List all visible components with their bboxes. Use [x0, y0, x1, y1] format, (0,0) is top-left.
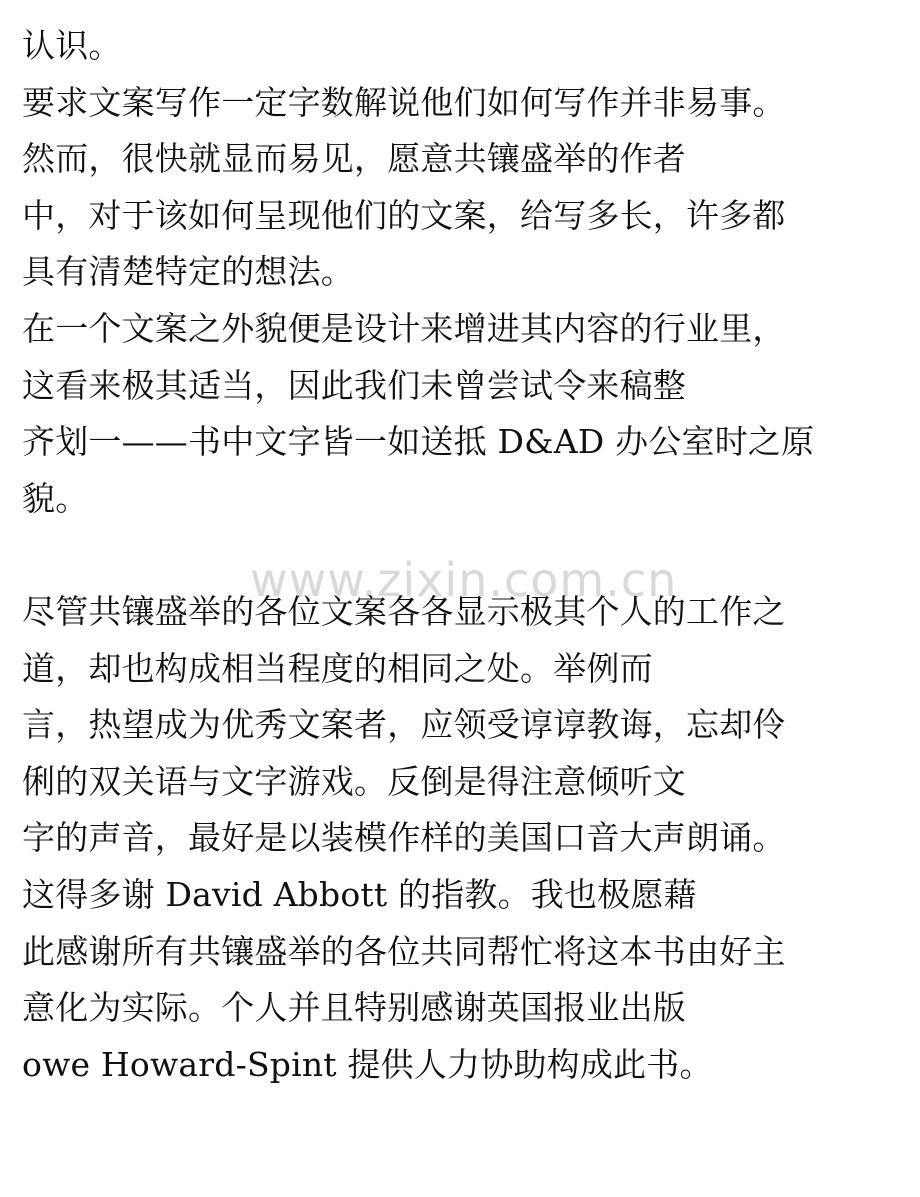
text-line: 言，热望成为优秀文案者，应领受谆谆教诲，忘却伶 [22, 705, 786, 745]
text-line: 这得多谢 David Abbott 的指教。我也极愿藉 [22, 874, 697, 914]
text-line: 尽管共镶盛举的各位文案各各显示极其个人的工作之 [22, 591, 786, 631]
text-line: owe Howard-Spint 提供人力协助构成此书。 [22, 1044, 713, 1084]
text-line: 具有清楚特定的想法。 [22, 252, 354, 292]
watermark: www.zixin.com.cn [250, 553, 678, 607]
paragraph-spacer [22, 527, 912, 584]
text-line: 俐的双关语与文字游戏。反倒是得注意倾听文 [22, 761, 686, 801]
paragraph-1 [22, 18, 912, 527]
text-line: 认识。 [22, 26, 122, 65]
paragraph-2 [22, 584, 912, 1093]
text-line: 道，却也构成相当程度的相同之处。举例而 [22, 648, 653, 688]
text-line: 齐划一——书中文字皆一如送抵 D&AD 办公室时之原 [22, 422, 815, 462]
text-line: 然而，很快就显而易见，愿意共镶盛举的作者 [22, 139, 686, 179]
text-line: 要求文案写作一定字数解说他们如何写作并非易事。 [22, 82, 786, 122]
text-line: 此感谢所有共镶盛举的各位共同帮忙将这本书由好主 [22, 931, 786, 971]
text-line: 在一个文案之外貌便是设计来增进其内容的行业里， [22, 308, 786, 348]
document-body [22, 18, 912, 1093]
text-line: 貌。 [22, 478, 89, 518]
text-line: 中，对于该如何呈现他们的文案，给写多长，许多都 [22, 195, 786, 235]
text-line: 意化为实际。个人并且特别感谢英国报业出版 [22, 988, 686, 1028]
text-line: 这看来极其适当，因此我们未曾尝试令来稿整 [22, 365, 686, 405]
text-line: 字的声音，最好是以装模作样的美国口音大声朗诵。 [22, 818, 786, 858]
